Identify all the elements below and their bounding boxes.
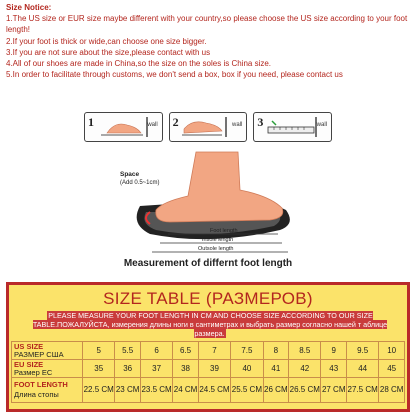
wall-label: wall xyxy=(316,122,328,128)
wall-label: wall xyxy=(147,122,158,128)
outsole-length-label: Outsole length xyxy=(198,246,234,252)
size-grid xyxy=(11,341,405,403)
table-cell: 9.5 xyxy=(346,342,378,360)
instructions-text: PLEASE MEASURE YOUR FOOT LENGTH IN CM AND CHOOSE SIZE ACCORDING TO OUR SIZE TABLE.ПОЖАЛУЙСТА, измерения длины ноги в сантиметрах и выбрать размер согласно нашей т аблице размера. xyxy=(32,311,388,339)
step-3 xyxy=(253,112,332,142)
table-cell: 22.5 CM xyxy=(83,378,115,403)
table-cell: 24.5 CM xyxy=(198,378,230,403)
table-cell: 7.5 xyxy=(231,342,263,360)
step-number: 3 xyxy=(257,115,264,129)
table-cell: 24 CM xyxy=(173,378,198,403)
table-cell: 23.5 CM xyxy=(140,378,172,403)
notice-line: 2.If your foot is thick or wide,can choose one size bigger. xyxy=(6,36,207,46)
size-notice xyxy=(6,2,410,80)
notice-title: Size Notice: xyxy=(6,3,52,12)
table-cell: 36 xyxy=(115,360,140,378)
table-cell: 38 xyxy=(173,360,198,378)
table-cell: 43 xyxy=(321,360,346,378)
table-cell: 25.5 CM xyxy=(231,378,263,403)
table-cell: 27 CM xyxy=(321,378,346,403)
foot-in-shoe-illustration xyxy=(110,146,310,258)
row-label: US SIZE xyxy=(14,341,44,351)
table-cell: 44 xyxy=(346,360,378,378)
table-cell: 41 xyxy=(263,360,288,378)
table-cell: 39 xyxy=(198,360,230,378)
table-cell: 6.5 xyxy=(173,342,198,360)
notice-line: 3.If you are not sure about the size,please contact with us xyxy=(6,47,211,57)
notice-line: 1.The US size or EUR size maybe different with your country,so please choose the US size according to your foot length! xyxy=(6,14,408,35)
row-label-ru: Размер ЕС xyxy=(14,367,53,377)
foot-measurement-diagram xyxy=(110,146,310,258)
table-cell: 5.5 xyxy=(115,342,140,360)
table-cell: 35 xyxy=(83,360,115,378)
insole-length-label: Insole length xyxy=(202,237,234,243)
row-label-ru: Длина стопы xyxy=(14,390,59,399)
table-cell: 40 xyxy=(231,360,263,378)
diagram-caption: Measurement of differnt foot length xyxy=(123,258,293,269)
table-cell: 26.5 CM xyxy=(289,378,321,403)
table-cell: 23 CM xyxy=(115,378,140,403)
table-cell: 26 CM xyxy=(263,378,288,403)
space-label: Space xyxy=(120,171,140,178)
table-cell: 37 xyxy=(140,360,172,378)
row-label-ru: РАЗМЕР США xyxy=(14,349,64,359)
row-header xyxy=(12,378,83,403)
table-cell: 6 xyxy=(140,342,172,360)
measurement-steps xyxy=(84,112,332,142)
table-cell: 9 xyxy=(321,342,346,360)
step-1 xyxy=(84,112,163,142)
table-cell: 45 xyxy=(379,360,405,378)
table-cell: 27.5 CM xyxy=(346,378,378,403)
step-number: 1 xyxy=(88,115,94,129)
size-table-title: SIZE TABLE (РАЗМЕРОВ) xyxy=(103,289,313,308)
row-label: EU SIZE xyxy=(14,359,44,369)
table-cell: 8 xyxy=(263,342,288,360)
row-header xyxy=(12,360,83,378)
table-cell: 8.5 xyxy=(289,342,321,360)
notice-line: 5.In order to facilitate through customs, we don't send a box, box if you need, please contact us xyxy=(6,70,343,80)
table-cell: 7 xyxy=(198,342,230,360)
notice-line: 4.All of our shoes are made in China,so the size on the soles is China size. xyxy=(6,59,272,69)
wall-label: wall xyxy=(232,122,243,128)
table-cell: 5 xyxy=(83,342,115,360)
step-2 xyxy=(169,112,248,142)
table-cell: 10 xyxy=(379,342,405,360)
row-header xyxy=(12,342,83,360)
step-number: 2 xyxy=(172,115,179,129)
size-table xyxy=(6,282,410,412)
row-label: FOOT LENGTH xyxy=(14,380,68,389)
table-cell: 42 xyxy=(289,360,321,378)
table-row xyxy=(12,342,405,360)
space-range-label: (Add 0.5~1cm) xyxy=(120,180,160,186)
size-table-instructions xyxy=(17,311,403,339)
table-row xyxy=(12,378,405,403)
table-cell: 28 CM xyxy=(379,378,405,403)
table-row xyxy=(12,360,405,378)
foot-length-label: Foot length xyxy=(210,228,238,234)
